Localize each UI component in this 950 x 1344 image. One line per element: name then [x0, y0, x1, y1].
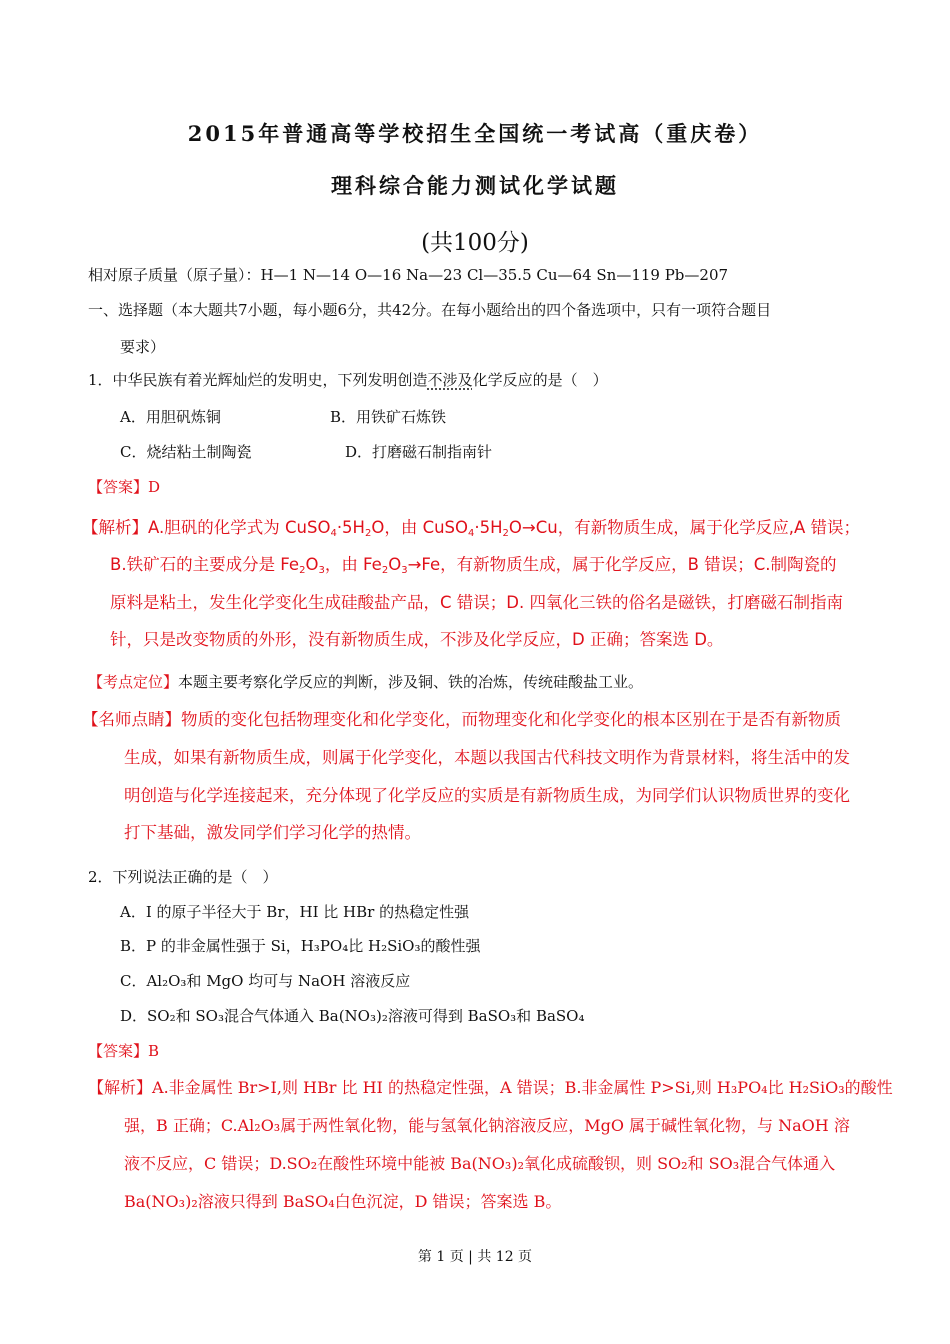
q1-mingshi-line-2: 生成，如果有新物质生成，则属于化学变化，本题以我国古代科技文明作为背景材料，将生活中的发 — [124, 748, 850, 767]
q1-analysis-text: O，由 CuSO — [371, 518, 469, 537]
q1-kaodian-tag: 【考点定位】 — [88, 673, 179, 691]
q1-analysis-line-2: B.铁矿石的主要成分是 $Fe_2O_3$，由 $Fe_2O_3\to Fe$，有新物质生成，属于化学反应，B 错误；C.制陶瓷的 — [110, 555, 837, 576]
title-line-1: 2015年普通高等学校招生全国统一考试高（重庆卷） — [187, 121, 763, 146]
q2-analysis-line-1 — [88, 1075, 893, 1098]
title-line-2: 理科综合能力测试化学试题 — [331, 173, 619, 198]
q2-analysis-line-3: 液不反应，C 错误；D.SO₂在酸性环境中能被 Ba(NO₃)₂氧化成硫酸钡，则 SO₂和 SO₃混合气体通入 — [124, 1154, 836, 1173]
q1-option-b: B．用铁矿石炼铁 — [330, 408, 447, 426]
page-footer: 第 1 页 | 共 12 页 — [417, 1249, 533, 1265]
q2-option-c: C．Al₂O₃和 MgO 均可与 NaOH 溶液反应 — [120, 972, 411, 990]
q1-analysis-text: →Fe，有新物质生成，属于化学反应，B 错误；C.制陶瓷的 — [407, 555, 837, 574]
q2-analysis-tag: 【解析】 — [88, 1078, 153, 1097]
section-heading: 一、选择题（本大题共7小题，每小题6分，共42分。在每小题给出的四个备选项中，只有一项符合题目 — [88, 301, 772, 319]
q1-stem — [88, 370, 608, 390]
q1-analysis-line-3: 原料是粘土，发生化学变化生成硅酸盐产品，C 错误；D. 四氧化三铁的俗名是磁铁，打磨磁石制指南 — [110, 593, 843, 612]
q1-option-c: C．烧结粘土制陶瓷 — [120, 443, 252, 461]
q1-answer: 【答案】D — [88, 478, 161, 496]
q1-analysis-text: O — [388, 555, 402, 574]
q1-analysis-text: O — [305, 555, 319, 574]
q2-option-d: D．SO₂和 SO₃混合气体通入 Ba(NO₃)₂溶液可得到 BaSO₃和 BaSO₄ — [120, 1007, 585, 1025]
q1-analysis-text: O→Cu，有新物质生成，属于化学反应,A 错误； — [508, 518, 860, 537]
q1-analysis-text: B.铁矿石的主要成分是 Fe — [110, 555, 300, 574]
q1-analysis-text: ·5H — [336, 518, 365, 537]
q1-mingshi-text: 物质的变化包括物理变化和化学变化，而物理变化和化学变化的根本区别在于是否有新物质 — [181, 710, 841, 729]
q1-option-d: D．打磨磁石制指南针 — [345, 443, 493, 461]
q1-mingshi-tag: 【名师点睛】 — [82, 710, 181, 729]
q1-analysis-line-1: 【解析】A.胆矾的化学式为 $CuSO_4\cdot 5H_2O$，由 $CuSO_4\cdot 5H_2O\to Cu$，有新物质生成，属于化学反应,A 错误； — [82, 518, 860, 539]
q1-stem-pre: 1．中华民族有着光辉灿烂的发明史，下列发明创造 — [88, 371, 428, 389]
q2-answer: 【答案】B — [88, 1042, 160, 1060]
total-score: (共100分) — [421, 230, 529, 256]
q2-option-b: B．P 的非金属性强于 Si，H₃PO₄比 H₂SiO₃的酸性强 — [120, 937, 481, 955]
q1-mingshi-line-3: 明创造与化学连接起来，充分体现了化学反应的实质是有新物质生成，为同学们认识物质世界的变化 — [124, 786, 850, 805]
q1-mingshi-line-4: 打下基础，激发同学们学习化学的热情。 — [124, 823, 421, 842]
q2-stem: 2．下列说法正确的是（ ） — [88, 868, 278, 886]
q2-option-a: A．I 的原子半径大于 Br，HI 比 HBr 的热稳定性强 — [120, 903, 470, 921]
q1-option-a: A．用胆矾炼铜 — [120, 408, 221, 426]
q1-kaodian — [88, 672, 643, 692]
q1-stem-emphasis: 不涉及 — [427, 371, 473, 389]
q1-analysis-line-4: 针，只是改变物质的外形，没有新物质生成，不涉及化学反应，D 正确；答案选 D。 — [110, 630, 724, 649]
q1-kaodian-text: 本题主要考察化学反应的判断，涉及铜、铁的冶炼，传统硅酸盐工业。 — [178, 673, 644, 691]
q1-mingshi-line-1 — [82, 706, 841, 730]
q2-analysis-line-2: 强，B 正确；C.Al₂O₃属于两性氧化物，能与氢氧化钠溶液反应，MgO 属于碱性氧化物，与 NaOH 溶 — [124, 1116, 850, 1135]
q2-analysis-text: A.非金属性 Br>I,则 HBr 比 HI 的热稳定性强，A 错误；B.非金属性 P>Si,则 H₃PO₄比 H₂SiO₃的酸性 — [152, 1078, 893, 1097]
section-heading-cont: 要求） — [120, 338, 166, 356]
q1-analysis-tag: 【解析】 — [82, 518, 148, 537]
q1-analysis-text: ，由 Fe — [324, 555, 382, 574]
atomic-mass-line: 相对原子质量（原子量）：H—1 N—14 O—16 Na—23 Cl—35.5 Cu—64 Sn—119 Pb—207 — [88, 266, 729, 284]
q1-analysis-text: ·5H — [474, 518, 503, 537]
q2-analysis-line-4: Ba(NO₃)₂溶液只得到 BaSO₄白色沉淀，D 错误；答案选 B。 — [124, 1192, 562, 1211]
q1-analysis-text: A.胆矾的化学式为 CuSO — [148, 518, 331, 537]
q1-stem-post: 化学反应的是（ ） — [472, 371, 608, 389]
